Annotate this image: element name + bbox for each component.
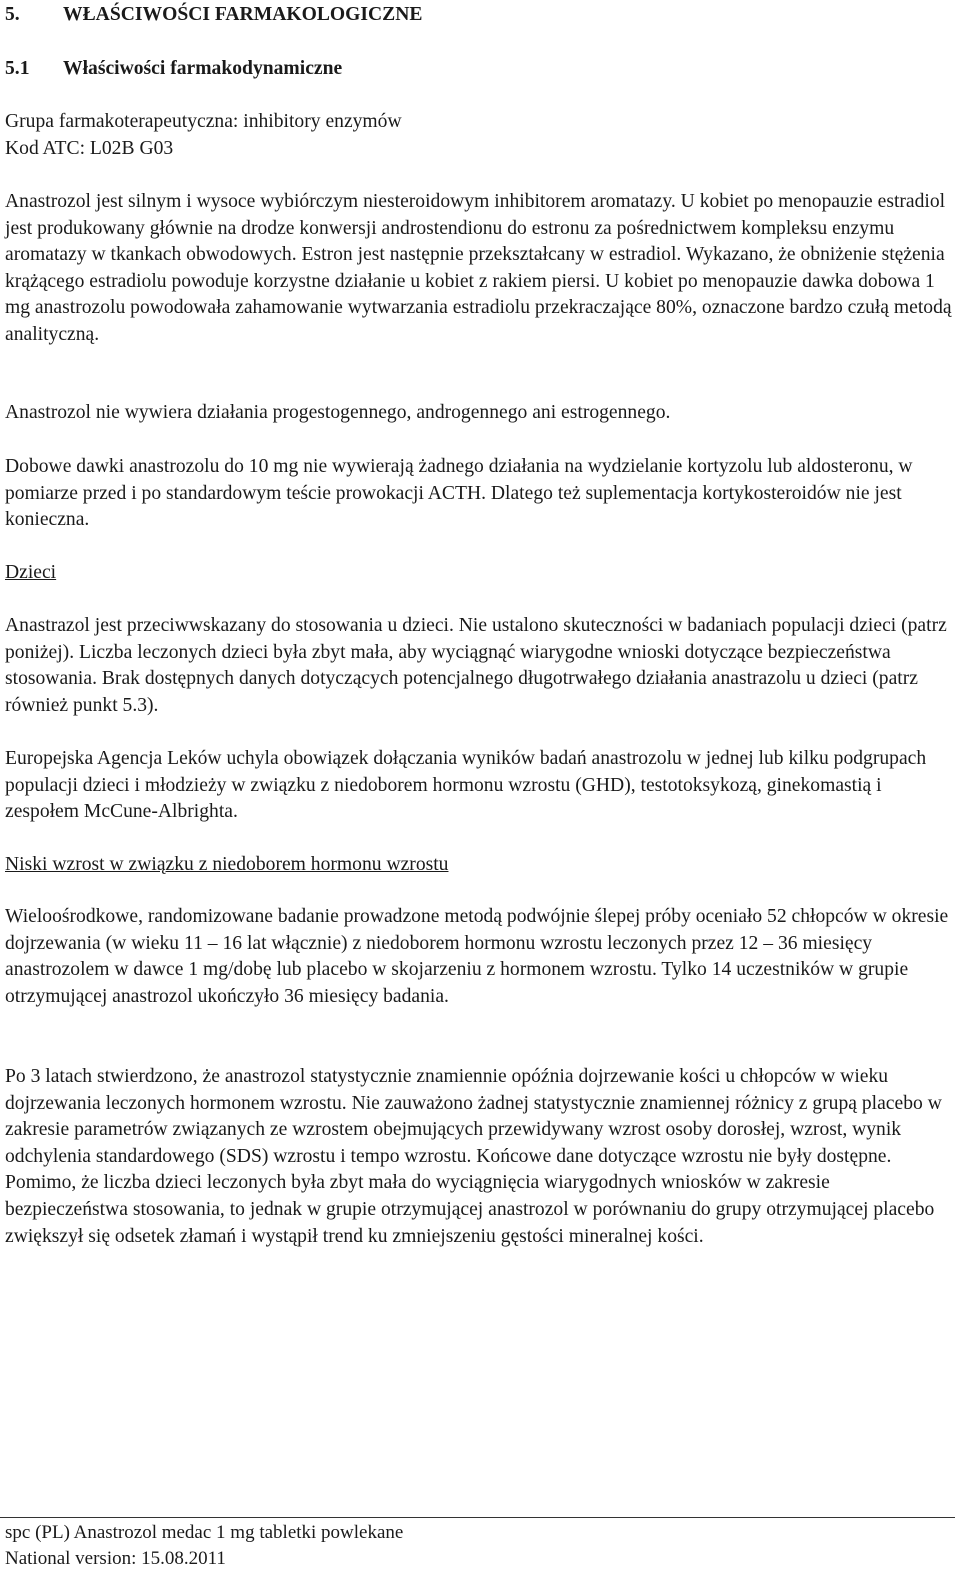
- subsection-number: 5.1: [5, 58, 30, 79]
- heading-short-stature: Niski wzrost w związku z niedoborem hormonu wzrostu: [5, 854, 449, 875]
- subsection-title: Właściwości farmakodynamiczne: [63, 58, 343, 79]
- footer-product: spc (PL) Anastrozol medac 1 mg tabletki powlekane: [5, 1522, 404, 1543]
- paragraph-pediatric: Anastrazol jest przeciwwskazany do stosowania u dzieci. Nie ustalono skuteczności w badaniach populacji dzieci (patrz poniżej). Liczba leczonych dzieci była zbyt mała, aby wyciągnąć wiarygodne wnioski dotyczące bezpieczeństwa stosowania. Brak dostępnych danych dotyczących potencjalnego długotrwałego działania anastrazolu u dzieci (patrz również punkt 5.3).: [5, 615, 947, 716]
- subsection-heading: [5, 56, 342, 83]
- paragraph-ema-waiver: Europejska Agencja Leków uchyla obowiązek dołączania wyników badań anastrozolu w jednej lub kilku podgrupach populacji dzieci i młodzieży w związku z niedoborem hormonu wzrostu (GHD), testotoksykozą, ginekomastią i zespołem McCune-Albrighta.: [5, 748, 927, 823]
- paragraph-corticosteroids: Dobowe dawki anastrozolu do 10 mg nie wywierają żadnego działania na wydzielanie kortyzolu lub aldosteronu, w pomiarze przed i po standardowym teście prowokacji ACTH. Dlatego też suplementacja kortykosteroidów nie jest konieczna.: [5, 456, 913, 531]
- pharmacotherapeutic-group: Grupa farmakoterapeutyczna: inhibitory enzymów: [5, 111, 402, 132]
- footer-divider: [0, 1517, 955, 1518]
- footer: [5, 1520, 403, 1572]
- paragraph-study-results: Po 3 latach stwierdzono, że anastrozol statystycznie znamiennie opóźnia dojrzewanie kości u chłopców w wieku dojrzewania leczonych hormonem wzrostu. Nie zauważono żadnej statystycznie znamiennej różnicy z grupą placebo w zakresie parametrów związanych ze wzrostem obejmujących przewidywany wzrost osoby dorosłej, wzrost, wynik odchylenia standardowego (SDS) wzrostu i tempo wzrostu. Końcowe dane dotyczące wzrostu nie były dostępne. Pomimo, że liczba dzieci leczonych była zbyt mała do wyciągnięcia wiarygodnych wniosków w zakresie bezpieczeństwa stosowania, to jednak w grupie otrzymującej anastrozol w porównaniu do grupy otrzymującej placebo zwiększył się odsetek złamań i wystąpił trend ku zmniejszeniu gęstości mineralnej kości.: [5, 1066, 942, 1247]
- classification-block: [5, 109, 955, 162]
- paragraph-mechanism: Anastrozol jest silnym i wysoce wybiórczym niesteroidowym inhibitorem aromatazy. U kobiet po menopauzie estradiol jest produkowany głównie na drodze konwersji androstendionu do estronu za pośrednictwem kompleksu enzymu aromatazy w tkankach obwodowych. Estron jest następnie przekształcany w estradiol. Wykazano, że obniżenie stężenia krążącego estradiolu powoduje korzystne działanie u kobiet z rakiem piersi. U kobiet po menopauzie dawka dobowa 1 mg anastrozolu powodowała zahamowanie wytwarzania estradiolu przekraczające 80%, oznaczone bardzo czułą metodą analityczną.: [5, 191, 952, 345]
- paragraph-study-design: Wieloośrodkowe, randomizowane badanie prowadzone metodą podwójnie ślepej próby oceniało 52 chłopców w okresie dojrzewania (w wieku 11 – 16 lat włącznie) z niedoborem hormonu wzrostu leczonych przez 12 – 36 miesięcy anastrozolem w dawce 1 mg/dobę lub placebo w skojarzeniu z hormonem wzrostu. Tylko 14 uczestników w grupie otrzymującej anastrozol ukończyło 36 miesięcy badania.: [5, 906, 949, 1007]
- section-title: WŁAŚCIWOŚCI FARMAKOLOGICZNE: [63, 4, 423, 25]
- heading-children: Dzieci: [5, 562, 57, 583]
- section-number: 5.: [5, 4, 20, 25]
- section-heading: [5, 2, 422, 29]
- footer-version: National version: 15.08.2011: [5, 1548, 226, 1569]
- paragraph-hormonal-activity: Anastrozol nie wywiera działania progestogennego, androgennego ani estrogennego.: [5, 402, 671, 423]
- atc-code: Kod ATC: L02B G03: [5, 137, 174, 159]
